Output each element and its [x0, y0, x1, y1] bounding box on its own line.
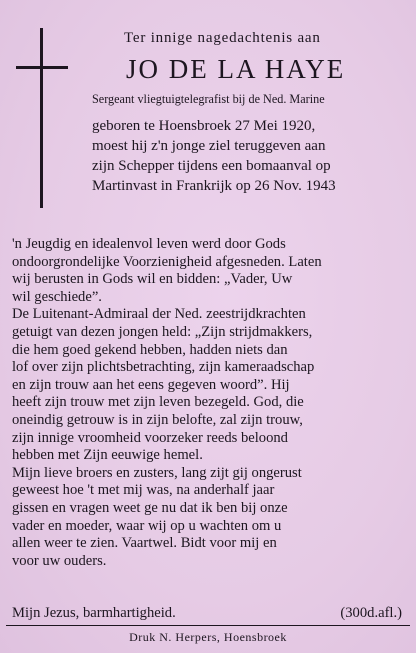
- deceased-rank: Sergeant vliegtuigtelegrafist bij de Ned. Marine: [92, 92, 325, 106]
- bio-line: geboren te Hoensbroek 27 Mei 1920,: [92, 118, 316, 134]
- text-line: wij berusten in Gods wil en bidden: „Vader, Uw: [12, 271, 293, 288]
- indulgence-note: (300d.afl.): [340, 605, 402, 621]
- text-line: geweest hoe 't met mij was, na anderhalf jaar: [12, 482, 275, 499]
- text-line: heeft zijn trouw met zijn leven bezegeld. God, die: [12, 394, 304, 411]
- cross-icon: [16, 28, 68, 208]
- text-line: en zijn trouw aan het eens gegeven woord”. Hij: [12, 376, 290, 393]
- text-line: getuigt van dezen jongen held: „Zijn strijdmakkers,: [12, 323, 313, 340]
- text-line: hebben met Zijn eeuwige hemel.: [12, 447, 203, 464]
- text-line: zijn innige vroomheid voorzeker reeds beloond: [12, 429, 288, 446]
- text-line: oneindig getrouw is in zijn belofte, zal zijn trouw,: [12, 411, 303, 428]
- text-line: 'n Jeugdig en idealenvol leven werd door Gods: [12, 236, 286, 252]
- text-line: vader en moeder, waar wij op u wachten om u: [12, 517, 282, 534]
- bio-line: Martinvast in Frankrijk op 26 Nov. 1943: [92, 178, 336, 194]
- cross-vertical-bar: [40, 28, 43, 208]
- text-line: wil geschiede”.: [12, 288, 102, 305]
- text-line: De Luitenant-Admiraal der Ned. zeestrijdkrachten: [12, 306, 306, 323]
- cross-horizontal-bar: [16, 66, 68, 69]
- biography: [92, 116, 414, 196]
- memorial-text: [12, 236, 408, 570]
- text-line: gissen en vragen weet ge nu dat ik ben bij onze: [12, 499, 288, 516]
- text-line: lof over zijn plichtsbetrachting, zijn kameraadschap: [12, 359, 315, 376]
- deceased-name: JO DE LA HAYE: [126, 54, 346, 84]
- printer-credit: Druk N. Herpers, Hoensbroek: [129, 630, 287, 644]
- footer-divider: [6, 625, 410, 626]
- text-line: Mijn lieve broers en zusters, lang zijt gij ongerust: [12, 464, 302, 481]
- closing-prayer: Mijn Jezus, barmhartigheid.: [12, 605, 176, 621]
- closing-row: [12, 605, 406, 622]
- text-line: allen weer te zien. Vaartwel. Bidt voor mij en: [12, 535, 277, 552]
- text-line: ondoorgrondelijke Voorzienigheid afgesneden. Laten: [12, 253, 322, 270]
- text-line: die hem goed gekend hebben, hadden niets dan: [12, 341, 288, 358]
- memorial-intro: Ter innige nagedachtenis aan: [124, 30, 321, 46]
- bio-line: moest hij z'n jonge ziel teruggeven aan: [92, 138, 326, 154]
- text-line: voor uw ouders.: [12, 552, 107, 569]
- bio-line: zijn Schepper tijdens een bomaanval op: [92, 158, 331, 174]
